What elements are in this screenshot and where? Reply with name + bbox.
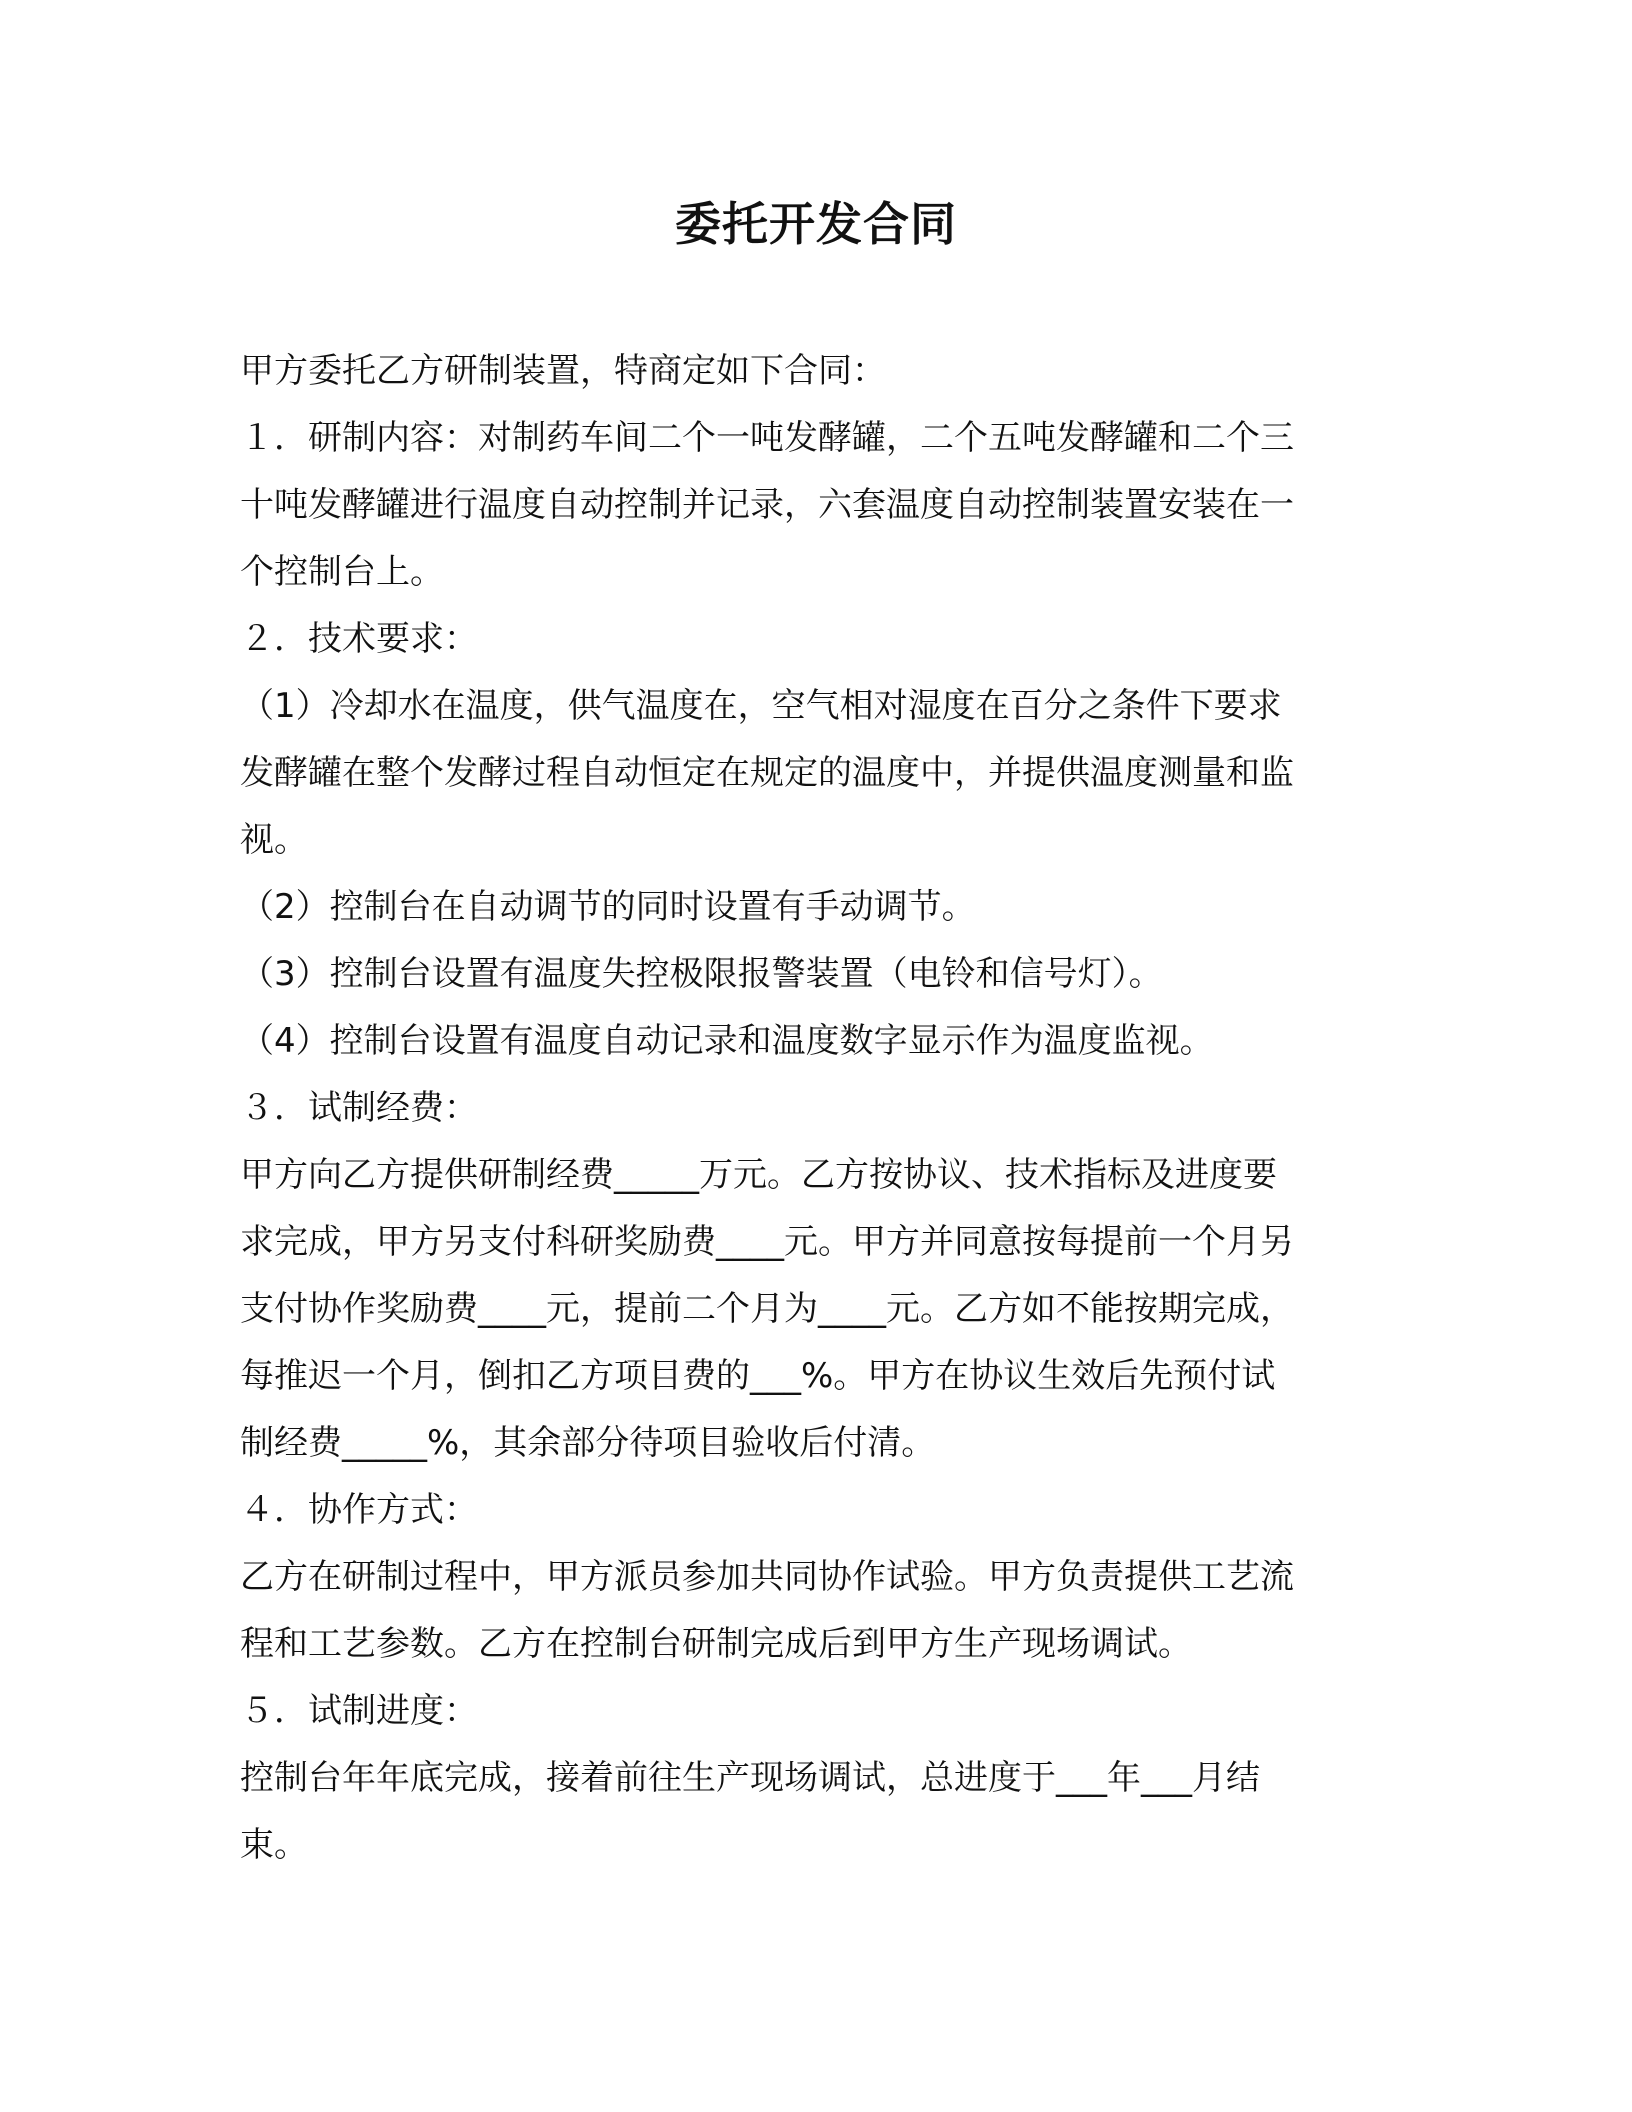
document-body [240,338,1390,1879]
section-1-line-3: 个控制台上。 [240,552,444,592]
section-3-heading: ３．试制经费： [240,1088,478,1128]
section-3-line-2: 求完成，甲方另支付科研奖励费____元。甲方并同意按每提前一个月另 [240,1222,1294,1262]
section-3-line-3: 支付协作奖励费____元，提前二个月为____元。乙方如不能按期完成， [240,1289,1294,1329]
section-4-line-1: 乙方在研制过程中，甲方派员参加共同协作试验。甲方负责提供工艺流 [240,1557,1294,1597]
section-3-line-1: 甲方向乙方提供研制经费_____万元。乙方按协议、技术指标及进度要 [240,1155,1277,1195]
section-4-heading: ４．协作方式： [240,1490,478,1530]
intro-line: 甲方委托乙方研制装置，特商定如下合同： [240,351,886,391]
document-title: 委托开发合同 [675,197,957,251]
section-1-line-2: 十吨发酵罐进行温度自动控制并记录，六套温度自动控制装置安装在一 [240,485,1294,525]
section-4-line-2: 程和工艺参数。乙方在控制台研制完成后到甲方生产现场调试。 [240,1624,1192,1664]
section-5-line-1: 控制台年年底完成，接着前往生产现场调试，总进度于___年___月结 [240,1758,1260,1798]
section-1-line-1: １．研制内容：对制药车间二个一吨发酵罐，二个五吨发酵罐和二个三 [240,418,1294,458]
section-2-item-2: （2）控制台在自动调节的同时设置有手动调节。 [240,887,976,927]
section-2-item-1-line-1: （1）冷却水在温度，供气温度在，空气相对湿度在百分之条件下要求 [240,686,1282,726]
section-5-heading: ５．试制进度： [240,1691,478,1731]
section-3-line-4: 每推迟一个月，倒扣乙方项目费的___%。甲方在协议生效后先预付试 [240,1356,1276,1396]
section-2-item-1-line-3: 视。 [240,820,308,860]
section-2-heading: ２．技术要求： [240,619,478,659]
section-3-line-5: 制经费_____%，其余部分待项目验收后付清。 [240,1423,936,1463]
section-2-item-1-line-2: 发酵罐在整个发酵过程自动恒定在规定的温度中，并提供温度测量和监 [240,753,1294,793]
section-2-item-4: （4）控制台设置有温度自动记录和温度数字显示作为温度监视。 [240,1021,1214,1061]
section-5-line-2: 束。 [240,1825,308,1865]
section-2-item-3: （3）控制台设置有温度失控极限报警装置（电铃和信号灯）。 [240,954,1163,994]
